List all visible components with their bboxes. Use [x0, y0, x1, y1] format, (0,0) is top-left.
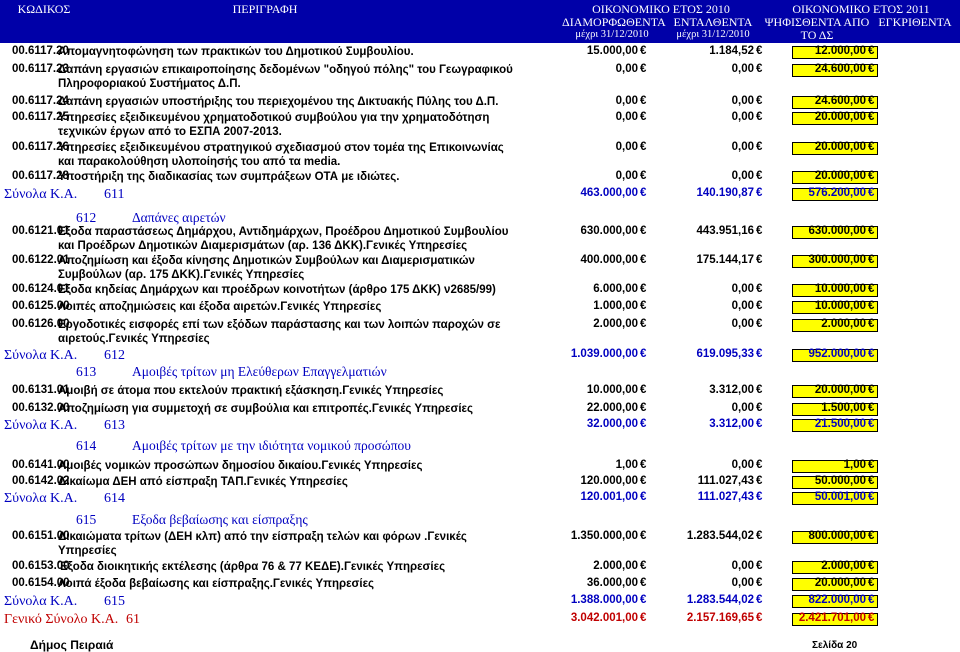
description-line: και παρακολούθηση υλοποίησής του από τα media. — [58, 156, 341, 168]
euro-icon: € — [640, 95, 647, 107]
row-description — [58, 475, 558, 489]
euro-icon: € — [756, 594, 763, 606]
row-code: 00.6122.01 — [12, 254, 70, 266]
row-code: 00.6117.28 — [12, 170, 69, 182]
value-v2: 3.312,00 — [709, 384, 754, 396]
value-v4: 1.500,00 — [821, 402, 866, 414]
euro-icon: € — [868, 283, 875, 295]
row-description — [58, 225, 558, 253]
value-v2: 0,00 — [731, 577, 754, 589]
total-v1: 1.039.000,00 — [570, 348, 638, 360]
value-v2: 0,00 — [731, 141, 754, 153]
euro-icon: € — [756, 530, 763, 542]
description-line: Δαπάνη εργασιών επικαιροποίησης δεδομένων "οδηγού πόλης" του Γεωγραφικού — [58, 64, 513, 76]
description-line: τεχνικών έργων από το ΕΣΠΑ 2007-2013. — [58, 126, 282, 138]
euro-icon: € — [756, 418, 763, 430]
euro-icon: € — [640, 418, 647, 430]
value-v4: 300.000,00 — [808, 254, 866, 266]
value-v2: 111.027,43 — [697, 475, 754, 487]
total-label: Σύνολα Κ.Α. — [4, 348, 78, 363]
value-v1: 1.000,00 — [593, 300, 638, 312]
euro-icon: € — [868, 111, 875, 123]
header-shaped: ΔΙΑΜΟΡΦΩΘΕΝΤΑ — [562, 15, 666, 29]
total-v2: 111.027,43 — [697, 491, 754, 503]
euro-icon: € — [640, 402, 647, 414]
description-line: αιρετούς.Γενικές Υπηρεσίες — [58, 333, 210, 345]
value-v1: 0,00 — [615, 141, 638, 153]
description-line: Δαπάνη εργασιών υποστήριξης του περιεχομένου της Δικτυακής Πύλης του Δ.Π. — [58, 96, 499, 108]
row-description — [58, 95, 558, 109]
value-v1: 400.000,00 — [580, 254, 638, 266]
value-v2: 0,00 — [731, 560, 754, 572]
header-approved: ΕΓΚΡΙΘΕΝΤΑ — [878, 15, 952, 29]
value-v2: 0,00 — [731, 63, 754, 75]
row-description — [58, 530, 558, 558]
euro-icon: € — [756, 348, 763, 360]
value-v2: 0,00 — [731, 283, 754, 295]
row-code: 00.6142.02 — [12, 475, 70, 487]
total-v1: 32.000,00 — [586, 418, 638, 430]
total-label: Γενικό Σύνολο Κ.Α. — [4, 612, 119, 627]
euro-icon: € — [640, 283, 647, 295]
euro-icon: € — [756, 612, 763, 624]
row-code: 00.6117.24 — [12, 95, 69, 107]
euro-icon: € — [868, 225, 875, 237]
euro-icon: € — [640, 459, 647, 471]
euro-icon: € — [868, 95, 875, 107]
euro-icon: € — [640, 612, 647, 624]
euro-icon: € — [756, 111, 763, 123]
total-v1: 463.000,00 — [580, 187, 638, 199]
section-code: 613 — [76, 364, 97, 379]
total-code: 615 — [104, 594, 125, 609]
row-description — [58, 63, 558, 91]
description-line: Συμβούλων (αρ. 175 ΔΚΚ).Γενικές Υπηρεσίες — [58, 269, 305, 281]
row-code: 00.6121.01 — [12, 225, 70, 237]
value-v1: 1.350.000,00 — [570, 530, 638, 542]
euro-icon: € — [756, 254, 763, 266]
section-title: Δαπάνες αιρετών — [132, 210, 226, 225]
footer-org: Δήμος Πειραιά — [30, 638, 114, 652]
total-v4: 50.001,00 — [814, 491, 866, 503]
total-v4: 576.200,00 — [808, 187, 866, 199]
euro-icon: € — [640, 300, 647, 312]
value-v2: 443.951,16 — [696, 225, 754, 237]
euro-icon: € — [756, 459, 763, 471]
total-v2: 1.283.544,02 — [686, 594, 754, 606]
euro-icon: € — [756, 560, 763, 572]
description-line: Λοιπά έξοδα βεβαίωσης και είσπραξης.Γενικές Υπηρεσίες — [58, 578, 375, 590]
euro-icon: € — [756, 475, 763, 487]
row-code: 00.6131.01 — [12, 384, 70, 396]
euro-icon: € — [640, 45, 647, 57]
euro-icon: € — [868, 63, 875, 75]
value-v4: 20.000,00 — [814, 577, 866, 589]
value-v2: 0,00 — [731, 402, 754, 414]
row-code: 00.6153.00 — [12, 560, 70, 572]
section-code: 612 — [76, 210, 97, 225]
total-label: Σύνολα Κ.Α. — [4, 491, 78, 506]
section-code: 614 — [76, 438, 97, 453]
description-line: Εργοδοτικές εισφορές επί των εξόδων παράστασης και των λοιπών παροχών σε — [58, 319, 501, 331]
header-until-1: μέχρι 31/12/2010 — [575, 29, 649, 40]
total-v4: 952.000,00 — [808, 348, 866, 360]
euro-icon: € — [640, 254, 647, 266]
description-line: Υπηρεσίες — [58, 545, 117, 557]
euro-icon: € — [868, 491, 875, 503]
euro-icon: € — [640, 318, 647, 330]
header-voted-2: ΤΟ ΔΣ — [800, 28, 834, 42]
value-v1: 36.000,00 — [586, 577, 638, 589]
value-v4: 12.000,00 — [814, 45, 866, 57]
value-v2: 1.184,52 — [709, 45, 754, 57]
euro-icon: € — [756, 318, 763, 330]
value-v2: 0,00 — [731, 318, 754, 330]
row-code: 00.6117.20 — [12, 45, 69, 57]
euro-icon: € — [756, 45, 763, 57]
euro-icon: € — [756, 402, 763, 414]
value-v4: 20.000,00 — [814, 141, 866, 153]
section-title: Αμοιβές τρίτων μη Ελεύθερων Επαγγελματιών — [132, 364, 387, 379]
total-code: 61 — [126, 612, 140, 627]
value-v1: 0,00 — [615, 170, 638, 182]
euro-icon: € — [640, 225, 647, 237]
value-v4: 20.000,00 — [814, 384, 866, 396]
euro-icon: € — [868, 254, 875, 266]
value-v2: 0,00 — [731, 111, 754, 123]
header-description: ΠΕΡΙΓΡΑΦΗ — [232, 2, 298, 16]
row-description — [58, 459, 558, 473]
euro-icon: € — [868, 560, 875, 572]
euro-icon: € — [640, 475, 647, 487]
row-description — [58, 141, 558, 169]
description-line: Υπηρεσίες εξειδικευμένου στρατηγικού σχεδιασμού στον τομέα της Επικοινωνίας — [58, 142, 504, 154]
total-v1: 1.388.000,00 — [570, 594, 638, 606]
description-line: Πληροφοριακού Συστήματος Δ.Π. — [58, 78, 241, 90]
row-description — [58, 384, 558, 398]
euro-icon: € — [640, 594, 647, 606]
description-line: Απομαγνητοφώνηση των πρακτικών του Δημοτικού Συμβουλίου. — [58, 46, 414, 58]
value-v2: 1.283.544,02 — [686, 530, 754, 542]
total-v2: 619.095,33 — [696, 348, 754, 360]
value-v1: 6.000,00 — [593, 283, 638, 295]
description-line: Αποζημίωση για συμμετοχή σε συμβούλια και επιτροπές.Γενικές Υπηρεσίες — [58, 403, 473, 415]
value-v4: 24.600,00 — [814, 63, 866, 75]
euro-icon: € — [640, 577, 647, 589]
row-code: 00.6125.00 — [12, 300, 70, 312]
row-code: 00.6154.00 — [12, 577, 70, 589]
row-code: 00.6124.01 — [12, 283, 70, 295]
description-line: και Προέδρων Δημοτικών Διαμερισμάτων (αρ. 136 ΔΚΚ).Γενικές Υπηρεσίες — [58, 240, 468, 252]
header-year-2011: ΟΙΚΟΝΟΜΙΚΟ ΕΤΟΣ 2011 — [792, 2, 930, 16]
value-v1: 630.000,00 — [580, 225, 638, 237]
description-line: Δικαίωμα ΔΕΗ από είσπραξη ΤΑΠ.Γενικές Υπηρεσίες — [58, 476, 348, 488]
description-line: Λοιπές αποζημιώσεις και έξοδα αιρετών.Γενικές Υπηρεσίες — [58, 301, 382, 313]
row-description — [58, 577, 558, 591]
row-code: 00.6126.00 — [12, 318, 70, 330]
value-v4: 10.000,00 — [814, 300, 866, 312]
total-v4: 822.000,00 — [808, 594, 866, 606]
euro-icon: € — [868, 402, 875, 414]
total-v4: 21.500,00 — [814, 418, 866, 430]
description-line: Εξοδα παραστάσεως Δημάρχου, Αντιδημάρχων, Προέδρου Δημοτικού Συμβουλίου — [58, 226, 509, 238]
euro-icon: € — [640, 63, 647, 75]
euro-icon: € — [640, 560, 647, 572]
euro-icon: € — [868, 300, 875, 312]
row-code: 00.6141.00 — [12, 459, 70, 471]
total-code: 612 — [104, 348, 125, 363]
section-code: 615 — [76, 512, 97, 527]
row-code: 00.6117.26 — [12, 141, 69, 153]
row-code: 00.6117.25 — [12, 111, 69, 123]
header-year-2010: ΟΙΚΟΝΟΜΙΚΟ ΕΤΟΣ 2010 — [592, 2, 730, 16]
euro-icon: € — [756, 577, 763, 589]
total-v2: 3.312,00 — [709, 418, 754, 430]
value-v4: 50.000,00 — [814, 475, 866, 487]
footer-page: Σελίδα 20 — [812, 640, 858, 651]
value-v1: 0,00 — [615, 95, 638, 107]
row-description — [58, 402, 558, 416]
section-title: Εξοδα βεβαίωσης και είσπραξης — [132, 512, 308, 527]
euro-icon: € — [868, 594, 875, 606]
euro-icon: € — [640, 384, 647, 396]
value-v2: 0,00 — [731, 300, 754, 312]
total-label: Σύνολα Κ.Α. — [4, 418, 78, 433]
value-v4: 800.000,00 — [808, 530, 866, 542]
row-code: 00.6117.23 — [12, 63, 69, 75]
header-until-2: μέχρι 31/12/2010 — [676, 29, 750, 40]
description-line: Υπηρεσίες εξειδικευμένου χρηματοδοτικού συμβούλου για την χρηματοδότηση — [58, 112, 490, 124]
value-v1: 2.000,00 — [593, 560, 638, 572]
description-line: Υποστήριξη της διαδικασίας των συμπράξεων ΟΤΑ με ιδιώτες. — [58, 171, 400, 183]
euro-icon: € — [756, 170, 763, 182]
euro-icon: € — [756, 491, 763, 503]
euro-icon: € — [640, 348, 647, 360]
euro-icon: € — [640, 141, 647, 153]
euro-icon: € — [756, 283, 763, 295]
euro-icon: € — [868, 45, 875, 57]
euro-icon: € — [756, 384, 763, 396]
euro-icon: € — [868, 530, 875, 542]
euro-icon: € — [640, 170, 647, 182]
total-v4: 2.421.701,00 — [798, 612, 866, 624]
row-description — [58, 111, 558, 139]
euro-icon: € — [868, 418, 875, 430]
row-description — [58, 283, 558, 297]
description-line: Εξοδα κηδείας Δημάρχων και προέδρων κοινοτήτων (άρθρο 175 ΔΚΚ) ν2685/99) — [58, 284, 496, 296]
description-line: Αποζημίωση και έξοδα κίνησης Δημοτικών Συμβούλων και Διαμερισματικών — [58, 255, 475, 267]
total-v1: 3.042.001,00 — [570, 612, 638, 624]
value-v4: 2.000,00 — [821, 318, 866, 330]
row-description — [58, 300, 558, 314]
value-v2: 0,00 — [731, 459, 754, 471]
euro-icon: € — [868, 348, 875, 360]
row-description — [58, 170, 558, 184]
euro-icon: € — [868, 612, 875, 624]
value-v4: 20.000,00 — [814, 111, 866, 123]
value-v1: 2.000,00 — [593, 318, 638, 330]
value-v1: 22.000,00 — [586, 402, 638, 414]
value-v4: 1,00 — [843, 459, 866, 471]
euro-icon: € — [756, 95, 763, 107]
euro-icon: € — [868, 475, 875, 487]
euro-icon: € — [756, 225, 763, 237]
total-label: Σύνολα Κ.Α. — [4, 594, 78, 609]
value-v4: 2.000,00 — [821, 560, 866, 572]
value-v2: 0,00 — [731, 170, 754, 182]
row-code: 00.6132.00 — [12, 402, 70, 414]
euro-icon: € — [640, 111, 647, 123]
euro-icon: € — [756, 300, 763, 312]
euro-icon: € — [756, 141, 763, 153]
total-code: 611 — [104, 187, 125, 202]
euro-icon: € — [868, 170, 875, 182]
total-code: 614 — [104, 491, 125, 506]
euro-icon: € — [640, 530, 647, 542]
value-v1: 15.000,00 — [586, 45, 638, 57]
table-header — [0, 0, 960, 43]
euro-icon: € — [756, 63, 763, 75]
value-v1: 10.000,00 — [586, 384, 638, 396]
row-description — [58, 254, 558, 282]
total-code: 613 — [104, 418, 125, 433]
euro-icon: € — [868, 318, 875, 330]
value-v2: 175.144,17 — [696, 254, 754, 266]
euro-icon: € — [756, 187, 763, 199]
value-v1: 0,00 — [615, 63, 638, 75]
euro-icon: € — [868, 141, 875, 153]
description-line: Δικαιώματα τρίτων (ΔΕΗ κλπ) από την είσπραξη τελών και φόρων .Γενικές — [58, 531, 467, 543]
description-line: Έξοδα διοικητικής εκτέλεσης (άρθρα 76 & 77 ΚΕΔΕ).Γενικές Υπηρεσίες — [58, 561, 446, 573]
euro-icon: € — [640, 187, 647, 199]
value-v4: 24.600,00 — [814, 95, 866, 107]
value-v2: 0,00 — [731, 95, 754, 107]
description-line: Αμοιβές νομικών προσώπων δημοσίου δικαίου.Γενικές Υπηρεσίες — [58, 460, 423, 472]
header-voted: ΨΗΦΙΣΘΕΝΤΑ ΑΠΟ — [764, 15, 870, 29]
euro-icon: € — [868, 384, 875, 396]
value-v4: 10.000,00 — [814, 283, 866, 295]
row-description — [58, 45, 558, 59]
description-line: Αμοιβή σε άτομα που εκτελούν πρακτική εξάσκηση.Γενικές Υπηρεσίες — [58, 385, 444, 397]
euro-icon: € — [868, 577, 875, 589]
row-description — [58, 560, 558, 574]
value-v1: 0,00 — [615, 111, 638, 123]
euro-icon: € — [868, 459, 875, 471]
row-code: 00.6151.00 — [12, 530, 70, 542]
total-label: Σύνολα Κ.Α. — [4, 187, 78, 202]
row-description — [58, 318, 558, 346]
total-v2: 2.157.169,65 — [686, 612, 754, 624]
euro-icon: € — [868, 187, 875, 199]
section-title: Αμοιβές τρίτων με την ιδιότητα νομικού προσώπου — [132, 438, 411, 453]
euro-icon: € — [640, 491, 647, 503]
value-v1: 120.000,00 — [580, 475, 638, 487]
value-v4: 20.000,00 — [814, 170, 866, 182]
value-v4: 630.000,00 — [808, 225, 866, 237]
total-v2: 140.190,87 — [696, 187, 754, 199]
header-ordered: ΕΝΤΑΛΘΕΝΤΑ — [673, 15, 753, 29]
total-v1: 120.001,00 — [580, 491, 638, 503]
value-v1: 1,00 — [615, 459, 638, 471]
header-code: ΚΩΔΙΚΟΣ — [17, 2, 71, 16]
